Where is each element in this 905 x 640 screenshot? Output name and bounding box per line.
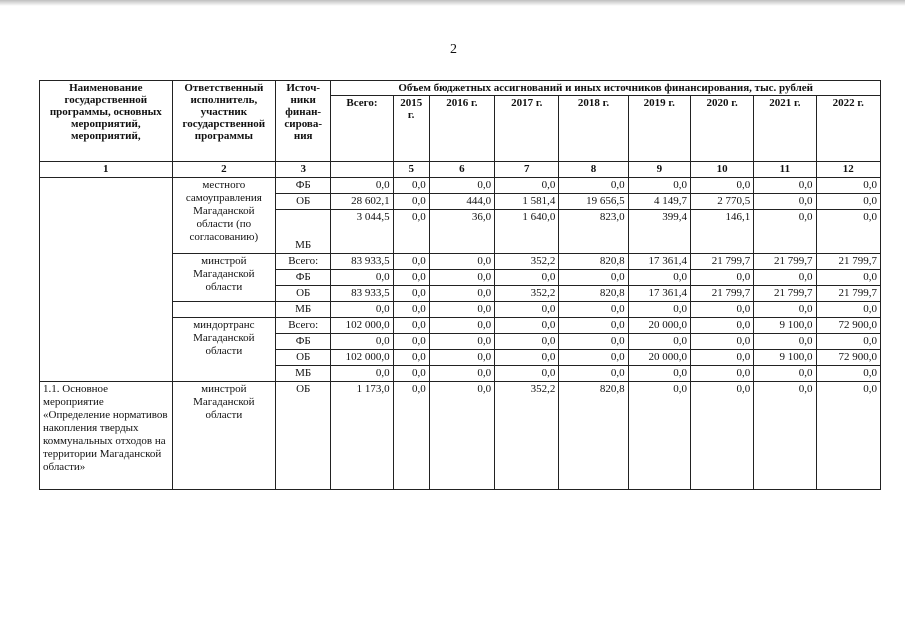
value-cell: 21 799,7	[690, 286, 753, 302]
index-cell: 8	[559, 162, 628, 178]
value-cell: 20 000,0	[628, 318, 690, 334]
value-cell: 0,0	[816, 270, 880, 286]
value-cell: 0,0	[559, 318, 628, 334]
value-cell: 352,2	[495, 286, 559, 302]
value-cell: 0,0	[816, 382, 880, 490]
value-cell: 0,0	[331, 178, 393, 194]
value-cell: 0,0	[559, 334, 628, 350]
value-cell: 820,8	[559, 286, 628, 302]
value-cell: 1 640,0	[495, 210, 559, 254]
executor-mindortrans: миндортранс Магаданской области	[172, 318, 275, 382]
value-cell: 17 361,4	[628, 254, 690, 270]
value-cell: 17 361,4	[628, 286, 690, 302]
index-cell: 10	[690, 162, 753, 178]
page-number: 2	[450, 42, 457, 57]
value-cell: 0,0	[816, 334, 880, 350]
value-cell: 0,0	[495, 350, 559, 366]
value-cell: 0,0	[429, 254, 494, 270]
header-budget-group: Объем бюджетных ассигнований и иных источников финансирования, тыс. рублей	[331, 81, 881, 96]
source-cell: Всего:	[276, 318, 331, 334]
value-cell: 28 602,1	[331, 194, 393, 210]
value-cell: 0,0	[628, 334, 690, 350]
value-cell: 0,0	[393, 286, 429, 302]
index-cell: 6	[429, 162, 494, 178]
executor-empty-cell	[172, 302, 275, 318]
value-cell: 0,0	[690, 270, 753, 286]
header-executor: Ответственный исполнитель, участник государственной программы	[172, 81, 275, 162]
source-cell: ОБ	[276, 286, 331, 302]
header-year-total: Всего:	[331, 96, 393, 162]
value-cell: 20 000,0	[628, 350, 690, 366]
value-cell: 0,0	[559, 178, 628, 194]
value-cell: 36,0	[429, 210, 494, 254]
financing-table	[39, 80, 881, 490]
value-cell: 19 656,5	[559, 194, 628, 210]
value-cell: 0,0	[495, 302, 559, 318]
value-cell: 0,0	[559, 302, 628, 318]
index-cell: 12	[816, 162, 880, 178]
value-cell: 0,0	[690, 334, 753, 350]
value-cell: 0,0	[429, 286, 494, 302]
value-cell: 21 799,7	[754, 286, 816, 302]
value-cell: 823,0	[559, 210, 628, 254]
value-cell: 0,0	[495, 318, 559, 334]
index-cell: 2	[172, 162, 275, 178]
value-cell: 0,0	[393, 382, 429, 490]
value-cell: 0,0	[393, 210, 429, 254]
index-cell: 11	[754, 162, 816, 178]
value-cell: 0,0	[816, 178, 880, 194]
value-cell: 0,0	[331, 334, 393, 350]
value-cell: 21 799,7	[816, 286, 880, 302]
value-cell: 21 799,7	[690, 254, 753, 270]
column-index-row	[40, 162, 881, 178]
value-cell: 0,0	[331, 302, 393, 318]
value-cell: 9 100,0	[754, 350, 816, 366]
value-cell: 0,0	[754, 382, 816, 490]
header-year-2018: 2018 г.	[559, 96, 628, 162]
value-cell: 0,0	[754, 334, 816, 350]
index-cell	[331, 162, 393, 178]
value-cell: 0,0	[393, 302, 429, 318]
value-cell: 4 149,7	[628, 194, 690, 210]
value-cell: 72 900,0	[816, 318, 880, 334]
value-cell: 0,0	[628, 366, 690, 382]
main-event-name: 1.1. Основное мероприятие «Определение нормативов накопления твердых коммунальных отходов на территории Магаданской области»	[40, 382, 173, 490]
value-cell: 0,0	[690, 382, 753, 490]
value-cell: 72 900,0	[816, 350, 880, 366]
value-cell: 0,0	[331, 366, 393, 382]
header-year-2022: 2022 г.	[816, 96, 880, 162]
value-cell: 0,0	[559, 366, 628, 382]
program-name-cell-empty	[40, 178, 173, 382]
value-cell: 0,0	[690, 178, 753, 194]
value-cell: 21 799,7	[816, 254, 880, 270]
value-cell: 0,0	[393, 334, 429, 350]
header-year-2015: 2015 г.	[393, 96, 429, 162]
value-cell: 0,0	[754, 210, 816, 254]
value-cell: 0,0	[393, 178, 429, 194]
value-cell: 0,0	[628, 270, 690, 286]
header-source: Источ-ники финан-сирова-ния	[276, 81, 331, 162]
index-cell: 5	[393, 162, 429, 178]
value-cell: 0,0	[331, 270, 393, 286]
header-year-2020: 2020 г.	[690, 96, 753, 162]
value-cell: 399,4	[628, 210, 690, 254]
main-event-executor: минстрой Магаданской области	[172, 382, 275, 490]
value-cell: 3 044,5	[331, 210, 393, 254]
value-cell: 0,0	[429, 382, 494, 490]
header-year-2016: 2016 г.	[429, 96, 494, 162]
value-cell: 2 770,5	[690, 194, 753, 210]
value-cell: 0,0	[495, 366, 559, 382]
value-cell: 444,0	[429, 194, 494, 210]
value-cell: 0,0	[690, 302, 753, 318]
source-cell: МБ	[276, 366, 331, 382]
value-cell: 0,0	[429, 178, 494, 194]
value-cell: 0,0	[429, 334, 494, 350]
value-cell: 0,0	[429, 270, 494, 286]
source-cell: МБ	[276, 302, 331, 318]
value-cell: 0,0	[429, 350, 494, 366]
value-cell: 0,0	[816, 366, 880, 382]
value-cell: 83 933,5	[331, 286, 393, 302]
value-cell: 0,0	[754, 366, 816, 382]
table-row	[40, 178, 881, 194]
value-cell: 102 000,0	[331, 350, 393, 366]
value-cell: 0,0	[429, 302, 494, 318]
executor-minstroy: минстрой Магаданской области	[172, 254, 275, 302]
value-cell: 352,2	[495, 254, 559, 270]
value-cell: 0,0	[495, 178, 559, 194]
value-cell: 0,0	[816, 194, 880, 210]
value-cell: 820,8	[559, 382, 628, 490]
source-cell: ФБ	[276, 270, 331, 286]
value-cell: 0,0	[393, 318, 429, 334]
index-cell: 9	[628, 162, 690, 178]
header-year-2021: 2021 г.	[754, 96, 816, 162]
value-cell: 0,0	[393, 366, 429, 382]
source-cell: ОБ	[276, 194, 331, 210]
value-cell: 0,0	[690, 350, 753, 366]
value-cell: 0,0	[393, 194, 429, 210]
value-cell: 0,0	[754, 270, 816, 286]
value-cell: 0,0	[429, 318, 494, 334]
source-cell: ФБ	[276, 178, 331, 194]
value-cell: 0,0	[393, 270, 429, 286]
value-cell: 0,0	[429, 366, 494, 382]
value-cell: 0,0	[690, 318, 753, 334]
source-cell: ОБ	[276, 350, 331, 366]
index-cell: 7	[495, 162, 559, 178]
source-cell: ФБ	[276, 334, 331, 350]
source-cell: МБ	[276, 210, 331, 254]
value-cell: 0,0	[559, 270, 628, 286]
scan-top-edge	[0, 0, 905, 6]
value-cell: 0,0	[754, 178, 816, 194]
value-cell: 21 799,7	[754, 254, 816, 270]
value-cell: 1 581,4	[495, 194, 559, 210]
table-row-main-event	[40, 382, 881, 490]
value-cell: 0,0	[393, 254, 429, 270]
value-cell: 0,0	[495, 270, 559, 286]
value-cell: 83 933,5	[331, 254, 393, 270]
value-cell: 0,0	[754, 302, 816, 318]
index-cell: 1	[40, 162, 173, 178]
value-cell: 0,0	[754, 194, 816, 210]
value-cell: 0,0	[628, 302, 690, 318]
value-cell: 0,0	[816, 210, 880, 254]
header-program-name: Наименование государственной программы, основных мероприятий, мероприятий,	[40, 81, 173, 162]
value-cell: 146,1	[690, 210, 753, 254]
value-cell: 352,2	[495, 382, 559, 490]
value-cell: 0,0	[495, 334, 559, 350]
executor-local: местного самоуправления Магаданской области (по согласованию)	[172, 178, 275, 254]
value-cell: 0,0	[628, 382, 690, 490]
value-cell: 0,0	[628, 178, 690, 194]
source-cell: Всего:	[276, 254, 331, 270]
header-year-2019: 2019 г.	[628, 96, 690, 162]
value-cell: 0,0	[816, 302, 880, 318]
value-cell: 102 000,0	[331, 318, 393, 334]
source-cell: ОБ	[276, 382, 331, 490]
table-body	[40, 162, 881, 490]
index-cell: 3	[276, 162, 331, 178]
value-cell: 0,0	[393, 350, 429, 366]
header-year-2017: 2017 г.	[495, 96, 559, 162]
value-cell: 0,0	[559, 350, 628, 366]
value-cell: 1 173,0	[331, 382, 393, 490]
value-cell: 9 100,0	[754, 318, 816, 334]
value-cell: 0,0	[690, 366, 753, 382]
value-cell: 820,8	[559, 254, 628, 270]
